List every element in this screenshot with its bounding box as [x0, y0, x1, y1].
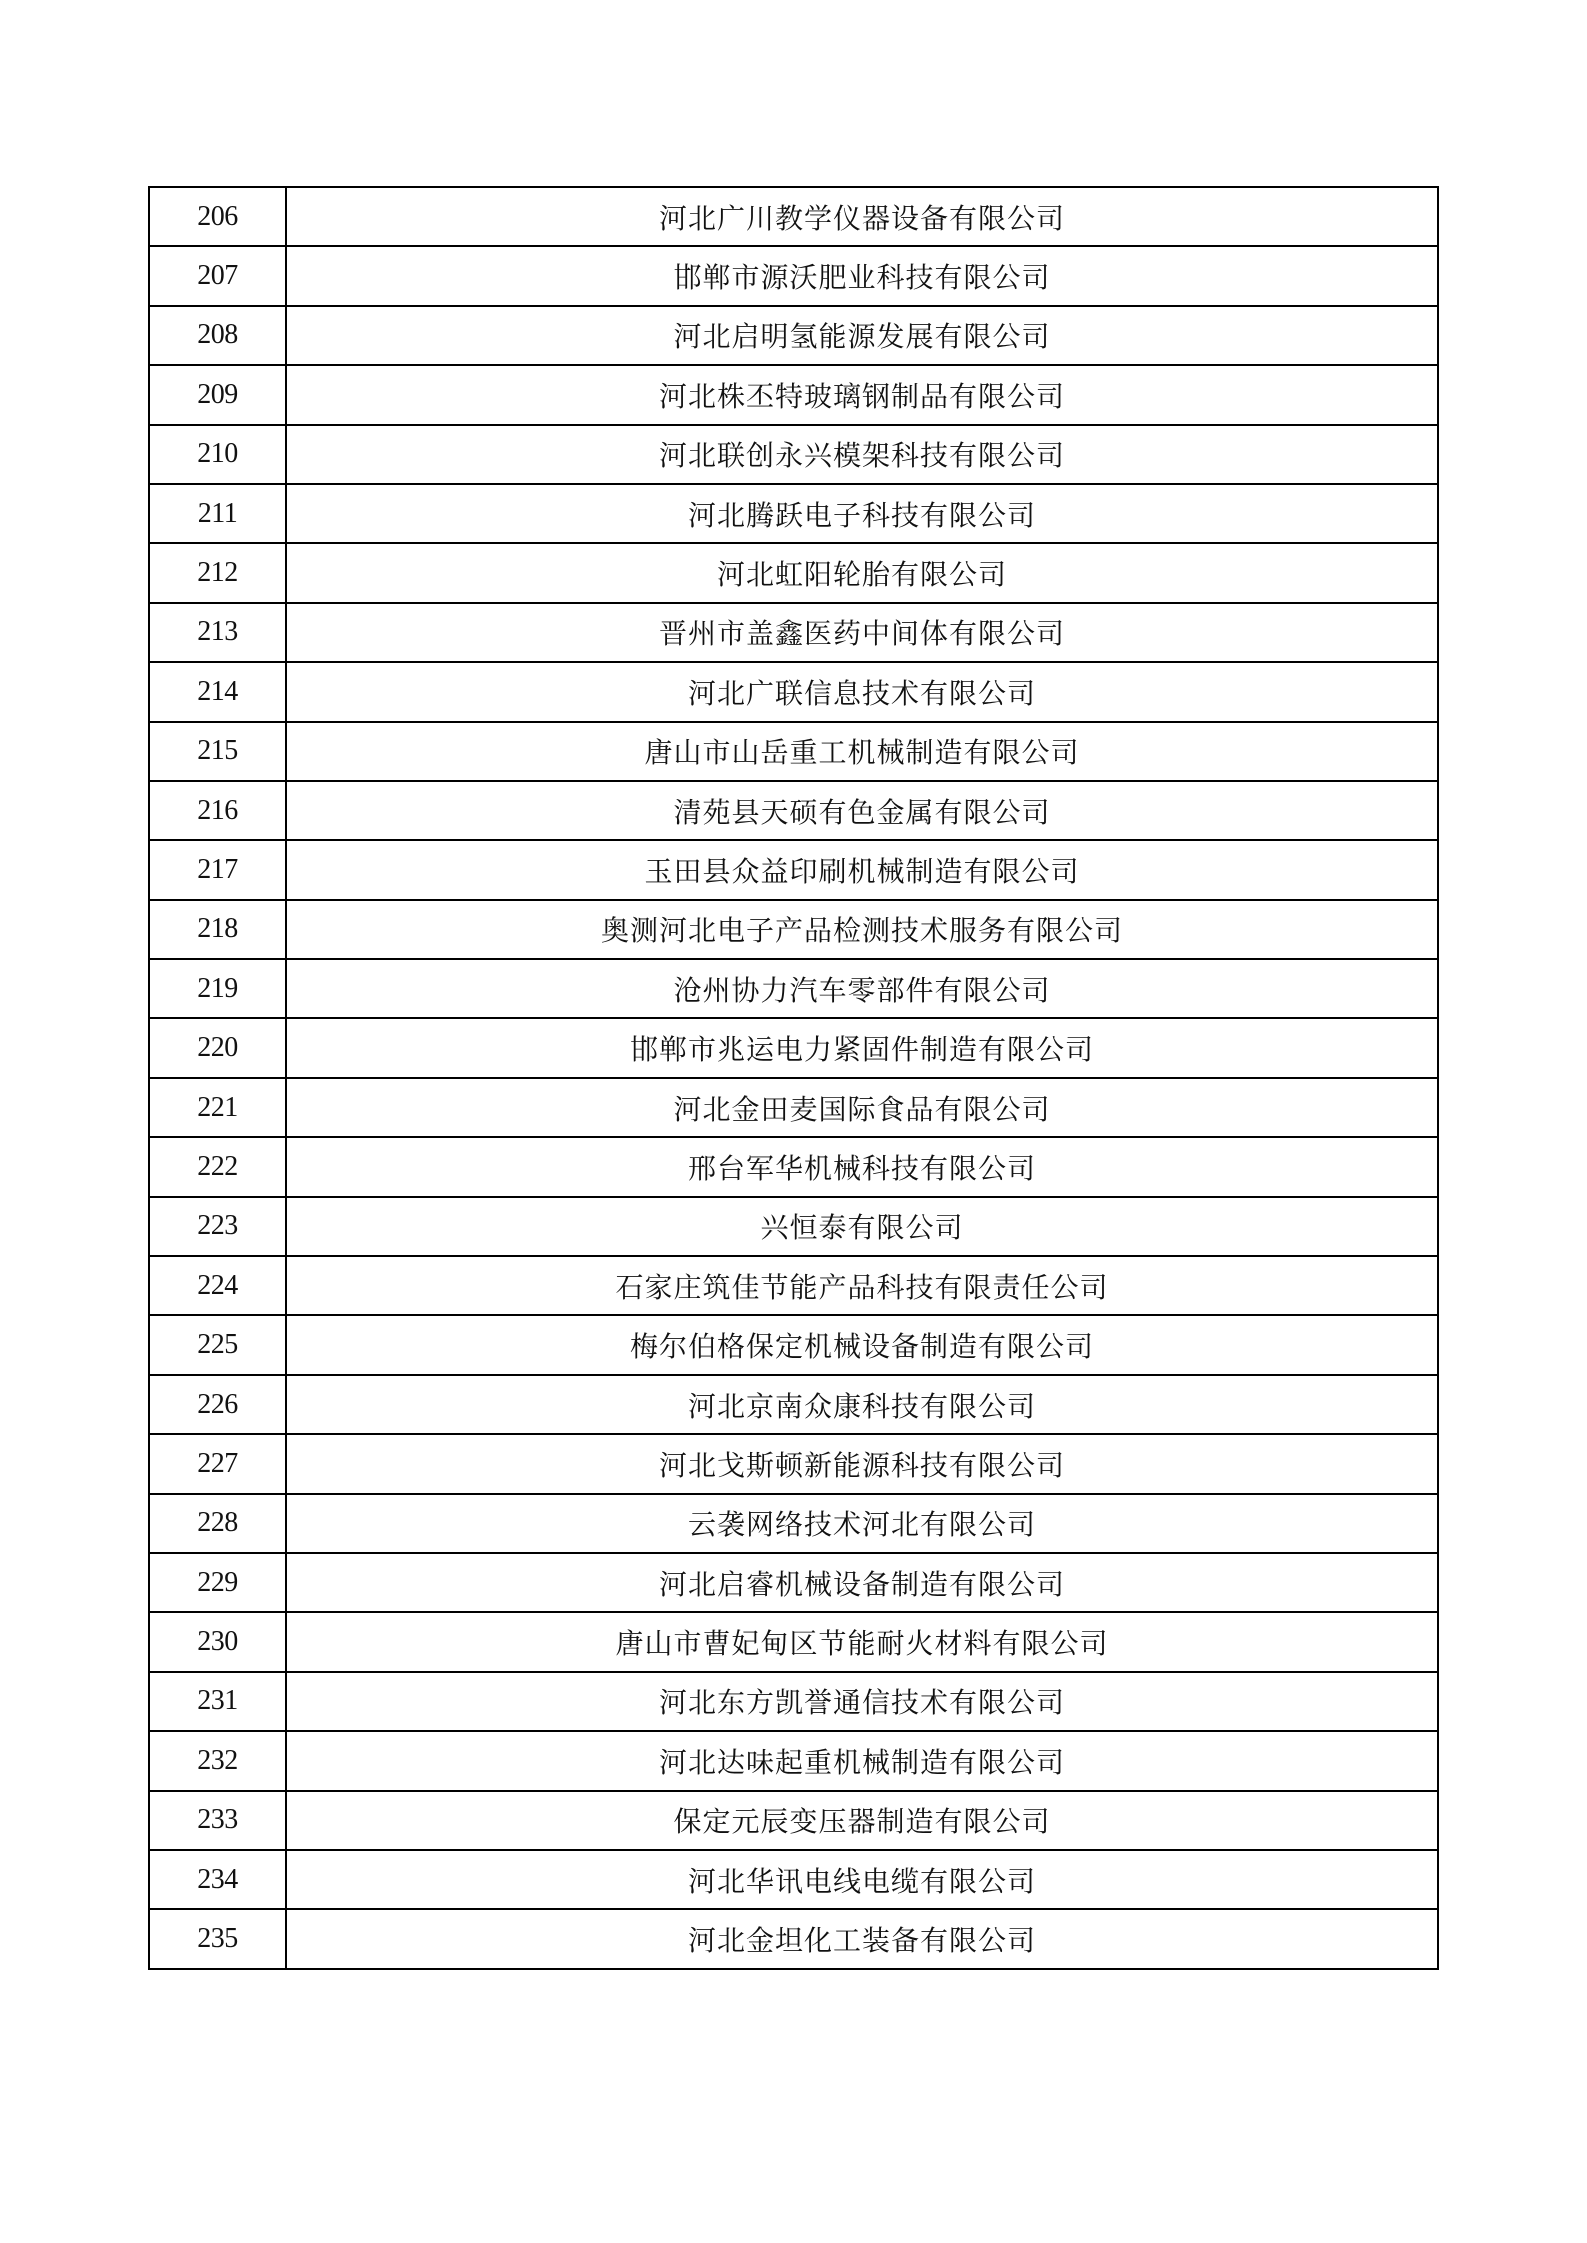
company-name: 河北达味起重机械制造有限公司: [286, 1731, 1438, 1790]
company-name: 云袭网络技术河北有限公司: [286, 1494, 1438, 1553]
company-name: 石家庄筑佳节能产品科技有限责任公司: [286, 1256, 1438, 1315]
row-number: 222: [149, 1137, 286, 1196]
company-name: 河北广联信息技术有限公司: [286, 662, 1438, 721]
company-name: 兴恒泰有限公司: [286, 1197, 1438, 1256]
row-number: 227: [149, 1434, 286, 1493]
table-row: [149, 1909, 1438, 1968]
table-row: [149, 722, 1438, 781]
row-number: 233: [149, 1791, 286, 1850]
row-number: 230: [149, 1612, 286, 1671]
company-name: 河北虹阳轮胎有限公司: [286, 543, 1438, 602]
company-name: 河北东方凯誉通信技术有限公司: [286, 1672, 1438, 1731]
row-number: 232: [149, 1731, 286, 1790]
table-row: [149, 662, 1438, 721]
row-number: 218: [149, 900, 286, 959]
table-row: [149, 1315, 1438, 1374]
company-name: 邢台军华机械科技有限公司: [286, 1137, 1438, 1196]
row-number: 216: [149, 781, 286, 840]
company-name: 河北株丕特玻璃钢制品有限公司: [286, 365, 1438, 424]
table-row: [149, 187, 1438, 246]
table-row: [149, 1375, 1438, 1434]
row-number: 212: [149, 543, 286, 602]
table-row: [149, 1672, 1438, 1731]
table-row: [149, 543, 1438, 602]
table-row: [149, 1791, 1438, 1850]
company-name: 河北金坦化工装备有限公司: [286, 1909, 1438, 1968]
table-row: [149, 1078, 1438, 1137]
company-name: 河北启睿机械设备制造有限公司: [286, 1553, 1438, 1612]
company-name: 邯郸市源沃肥业科技有限公司: [286, 246, 1438, 305]
table-body: [149, 187, 1438, 1969]
company-name: 清苑县天硕有色金属有限公司: [286, 781, 1438, 840]
company-name: 唐山市山岳重工机械制造有限公司: [286, 722, 1438, 781]
table-row: [149, 246, 1438, 305]
table-row: [149, 1256, 1438, 1315]
table-row: [149, 1018, 1438, 1077]
table-row: [149, 840, 1438, 899]
table-row: [149, 365, 1438, 424]
row-number: 215: [149, 722, 286, 781]
company-name: 唐山市曹妃甸区节能耐火材料有限公司: [286, 1612, 1438, 1671]
company-name: 梅尔伯格保定机械设备制造有限公司: [286, 1315, 1438, 1374]
table-row: [149, 781, 1438, 840]
company-name: 保定元辰变压器制造有限公司: [286, 1791, 1438, 1850]
table-row: [149, 603, 1438, 662]
table-row: [149, 1731, 1438, 1790]
company-name: 沧州协力汽车零部件有限公司: [286, 959, 1438, 1018]
company-name: 晋州市盖鑫医药中间体有限公司: [286, 603, 1438, 662]
table-row: [149, 1137, 1438, 1196]
company-name: 河北广川教学仪器设备有限公司: [286, 187, 1438, 246]
company-name: 河北戈斯顿新能源科技有限公司: [286, 1434, 1438, 1493]
row-number: 213: [149, 603, 286, 662]
row-number: 231: [149, 1672, 286, 1731]
row-number: 223: [149, 1197, 286, 1256]
company-name: 河北金田麦国际食品有限公司: [286, 1078, 1438, 1137]
row-number: 229: [149, 1553, 286, 1612]
company-name: 河北腾跃电子科技有限公司: [286, 484, 1438, 543]
row-number: 211: [149, 484, 286, 543]
table-row: [149, 1553, 1438, 1612]
row-number: 225: [149, 1315, 286, 1374]
row-number: 224: [149, 1256, 286, 1315]
company-name: 玉田县众益印刷机械制造有限公司: [286, 840, 1438, 899]
company-name: 河北启明氢能源发展有限公司: [286, 306, 1438, 365]
row-number: 209: [149, 365, 286, 424]
company-name: 河北京南众康科技有限公司: [286, 1375, 1438, 1434]
table-row: [149, 1197, 1438, 1256]
company-name: 奥测河北电子产品检测技术服务有限公司: [286, 900, 1438, 959]
table-row: [149, 1434, 1438, 1493]
row-number: 234: [149, 1850, 286, 1909]
row-number: 235: [149, 1909, 286, 1968]
company-name: 河北联创永兴模架科技有限公司: [286, 425, 1438, 484]
row-number: 208: [149, 306, 286, 365]
table-row: [149, 900, 1438, 959]
table-row: [149, 959, 1438, 1018]
row-number: 228: [149, 1494, 286, 1553]
table-row: [149, 484, 1438, 543]
row-number: 214: [149, 662, 286, 721]
row-number: 217: [149, 840, 286, 899]
company-name: 河北华讯电线电缆有限公司: [286, 1850, 1438, 1909]
row-number: 207: [149, 246, 286, 305]
row-number: 206: [149, 187, 286, 246]
row-number: 226: [149, 1375, 286, 1434]
table-row: [149, 425, 1438, 484]
table-row: [149, 1850, 1438, 1909]
table-row: [149, 1494, 1438, 1553]
row-number: 220: [149, 1018, 286, 1077]
row-number: 219: [149, 959, 286, 1018]
row-number: 221: [149, 1078, 286, 1137]
table-row: [149, 306, 1438, 365]
table-row: [149, 1612, 1438, 1671]
company-name: 邯郸市兆运电力紧固件制造有限公司: [286, 1018, 1438, 1077]
company-list-table: [148, 186, 1439, 1970]
row-number: 210: [149, 425, 286, 484]
